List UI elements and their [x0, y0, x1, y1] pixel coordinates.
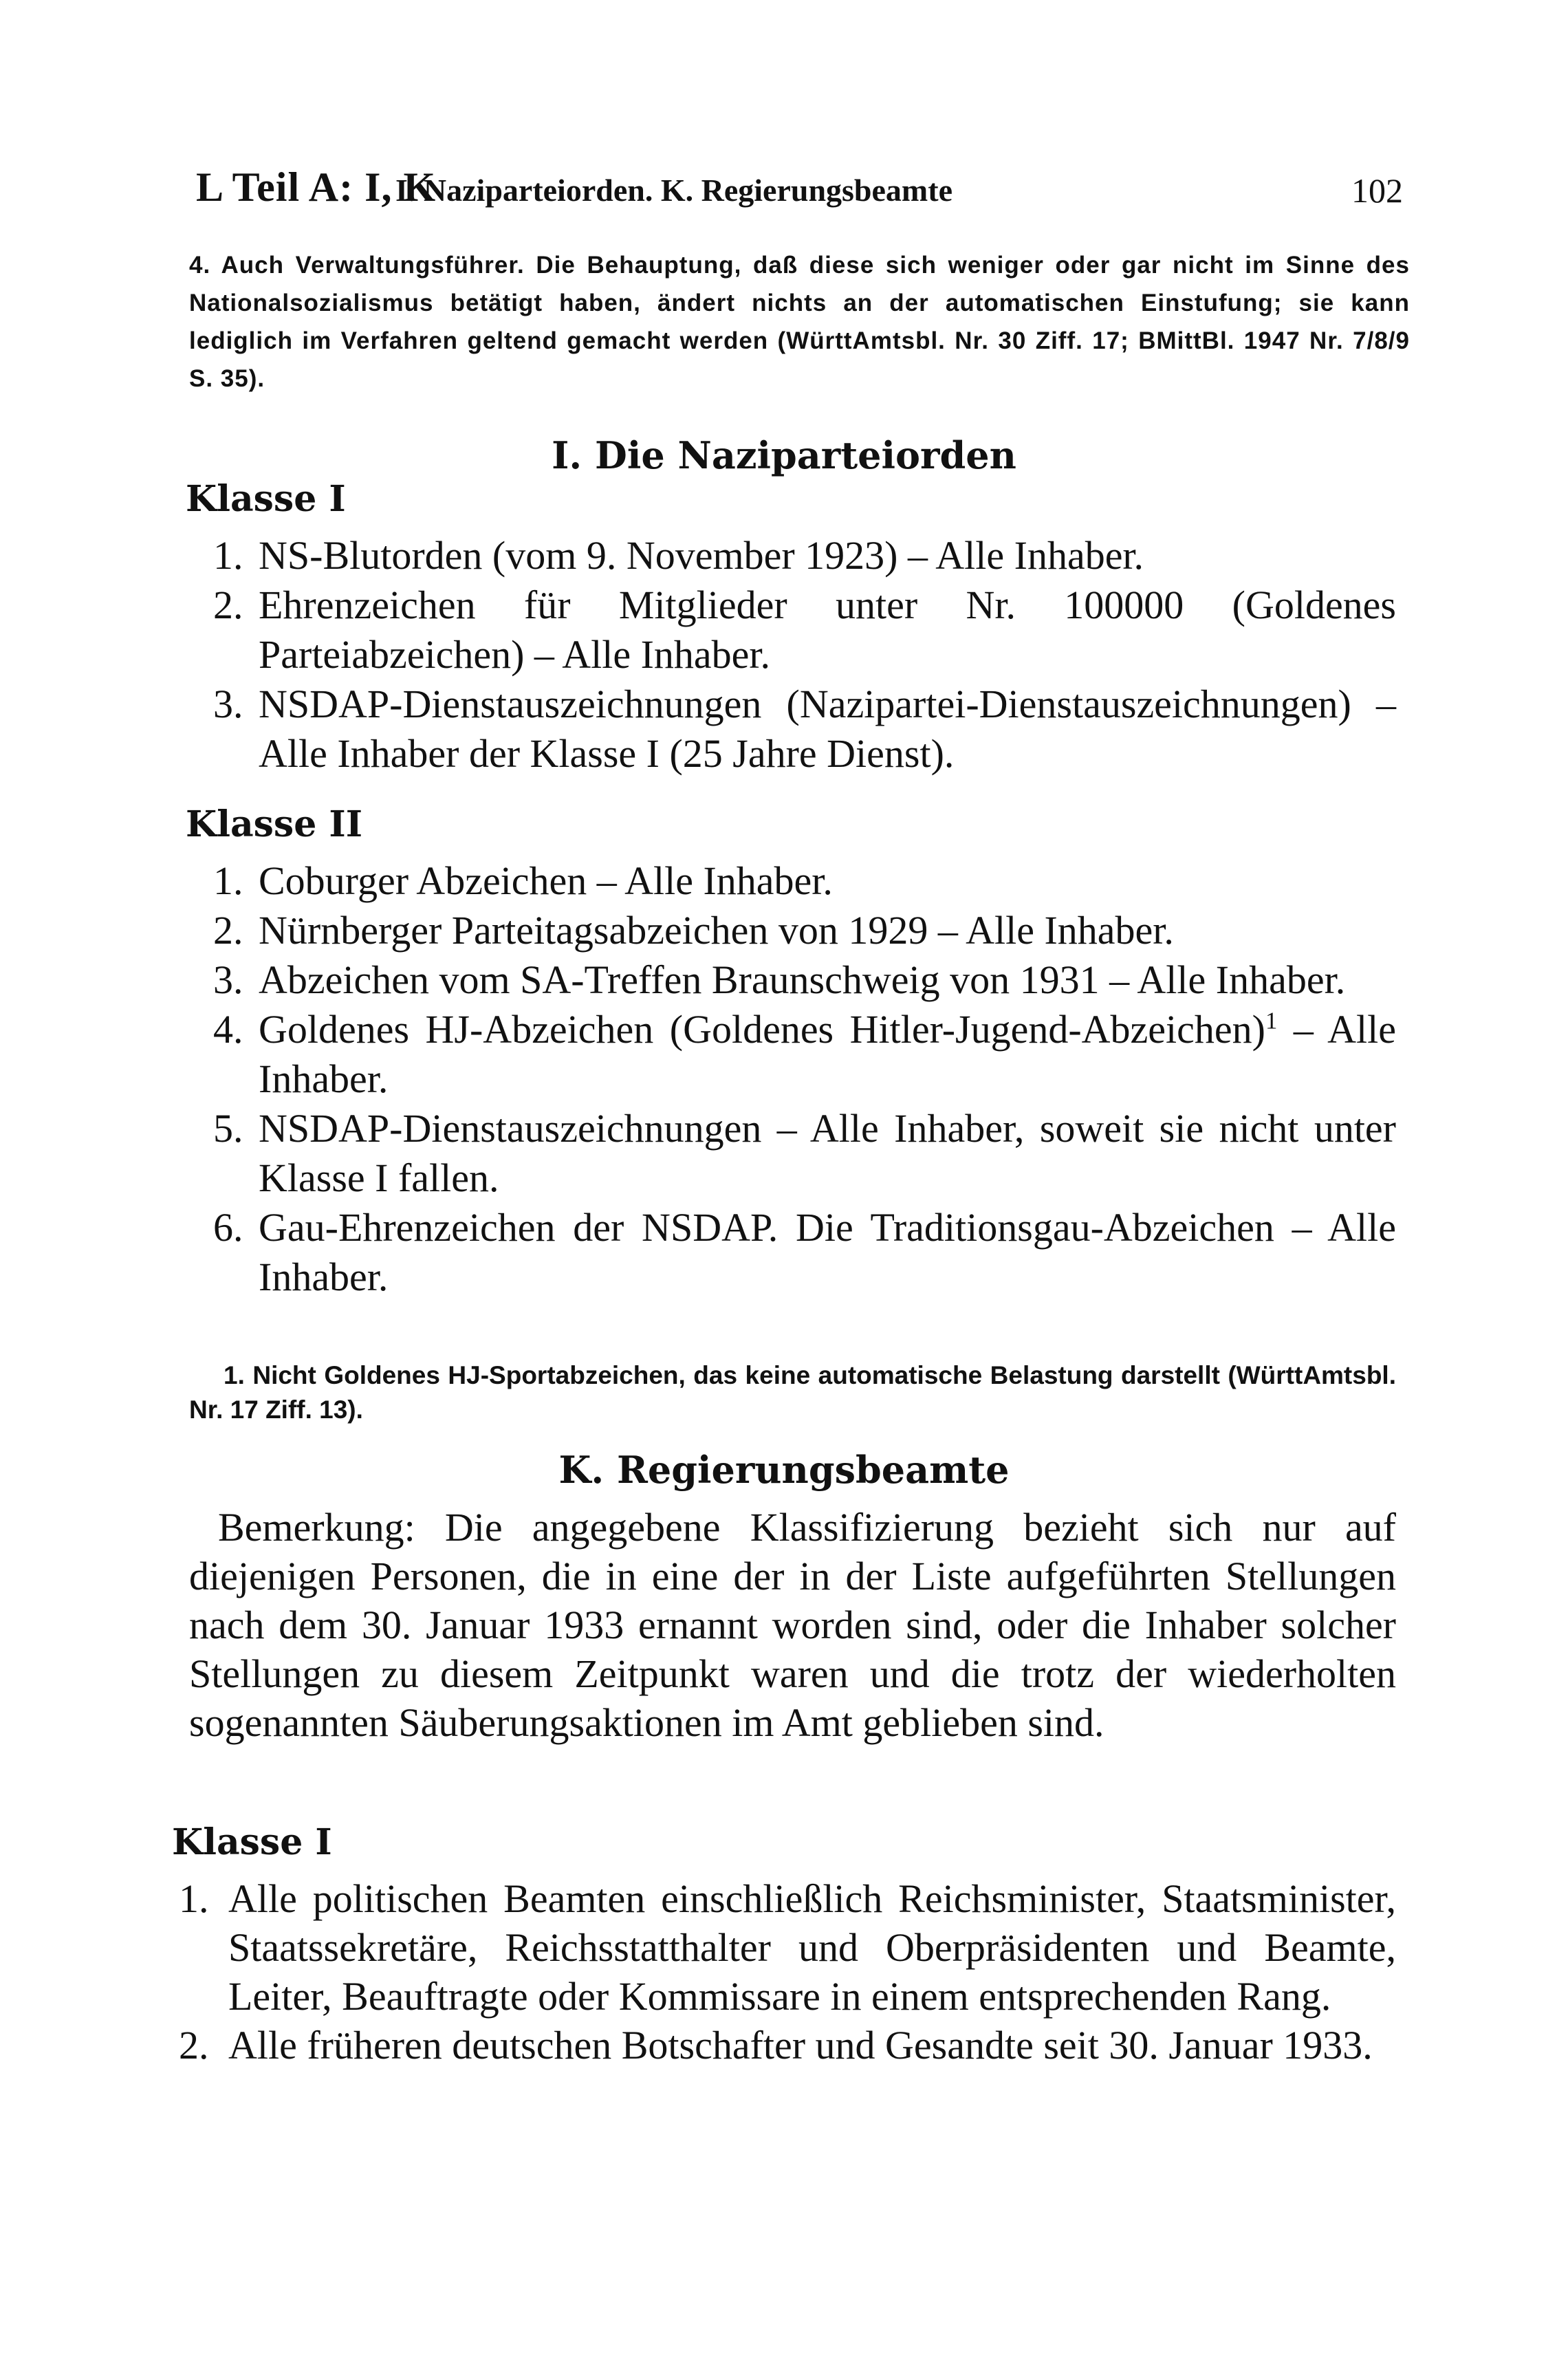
list-item: 6. Gau-Ehrenzeichen der NSDAP. Die Traditionsgau-Abzeichen – Alle Inhaber.	[213, 1205, 1396, 1299]
list-item: 2. Alle früheren deutschen Botschafter und Gesandte seit 30. Januar 1933.	[179, 2023, 1373, 2067]
klasse-i-list	[213, 531, 1396, 779]
intro-note: 4. Auch Verwaltungsführer. Die Behauptung, daß diese sich weniger oder gar nicht im Sinne des Nationalsozialismus betätigt haben, ändert nichts an der automatischen Einstufung; sie kann lediglich im Verfahren geltend gemacht werden (WürttAmtsbl. Nr. 30 Ziff. 17; BMittBl. 1947 Nr. 7/8/9 S. 35).	[189, 252, 1410, 392]
list-item: 1. Coburger Abzeichen – Alle Inhaber.	[213, 858, 833, 903]
klasse-label: Klasse I	[172, 1821, 332, 1863]
list-item: 3. NSDAP-Dienstauszeichnungen (Nazipartei-Dienstauszeichnungen) – Alle Inhaber der Klasse I (25 Jahre Dienst).	[213, 682, 1396, 776]
klasse-label: Klasse I	[186, 478, 346, 520]
list-item: 1. Alle politischen Beamten einschließlich Reichsminister, Staatsminister, Staatssekretäre, Reichsstatthalter und Oberpräsidenten und Beamte, Leiter, Beauftragte oder Kommissare in einem entsprechenden Rang.	[179, 1876, 1396, 2019]
remark-paragraph: Bemerkung: Die angegebene Klassifizierung bezieht sich nur auf diejenigen Personen, die in eine der in der Liste aufgeführten Stellungen nach dem 30. Januar 1933 ernannt worden sind, oder die Inhaber solcher Stellungen zu diesem Zeitpunkt waren und die trotz der wiederholten sogenannten Säuberungsaktionen im Amt geblieben sind.	[189, 1505, 1396, 1745]
header-title: I. Naziparteiorden. K. Regierungsbeamte	[395, 173, 952, 208]
header-section: L Teil A: I, K	[196, 164, 437, 210]
page-number: 102	[1351, 171, 1403, 210]
section-heading-k: K. Regierungsbeamte	[558, 1448, 1010, 1492]
section-heading-i: I. Die Naziparteiorden	[552, 433, 1016, 477]
regierungsbeamte-klasse-i-list	[179, 1874, 1396, 2070]
list-item: 2. Nürnberger Parteitagsabzeichen von 1929 – Alle Inhaber.	[213, 908, 1174, 953]
footnote: 1. Nicht Goldenes HJ-Sportabzeichen, das keine automatische Belastung darstellt (WürttAmtsbl. Nr. 17 Ziff. 13).	[189, 1361, 1396, 1424]
list-item: 1. NS-Blutorden (vom 9. November 1923) – Alle Inhaber.	[213, 533, 1144, 578]
list-item: 5. NSDAP-Dienstauszeichnungen – Alle Inhaber, soweit sie nicht unter Klasse I fallen.	[213, 1106, 1396, 1200]
running-header	[196, 164, 1403, 219]
klasse-ii-list	[213, 856, 1396, 1302]
list-item: 4. Goldenes HJ-Abzeichen (Goldenes Hitler-Jugend-Abzeichen)$^1$ – Alle Inhaber.	[213, 1007, 1396, 1101]
list-item: 2. Ehrenzeichen für Mitglieder unter Nr. 100000 (Goldenes Parteiabzeichen) – Alle Inhaber.	[213, 583, 1396, 677]
list-item: 3. Abzeichen vom SA-Treffen Braunschweig von 1931 – Alle Inhaber.	[213, 957, 1346, 1002]
klasse-label: Klasse II	[186, 803, 363, 845]
